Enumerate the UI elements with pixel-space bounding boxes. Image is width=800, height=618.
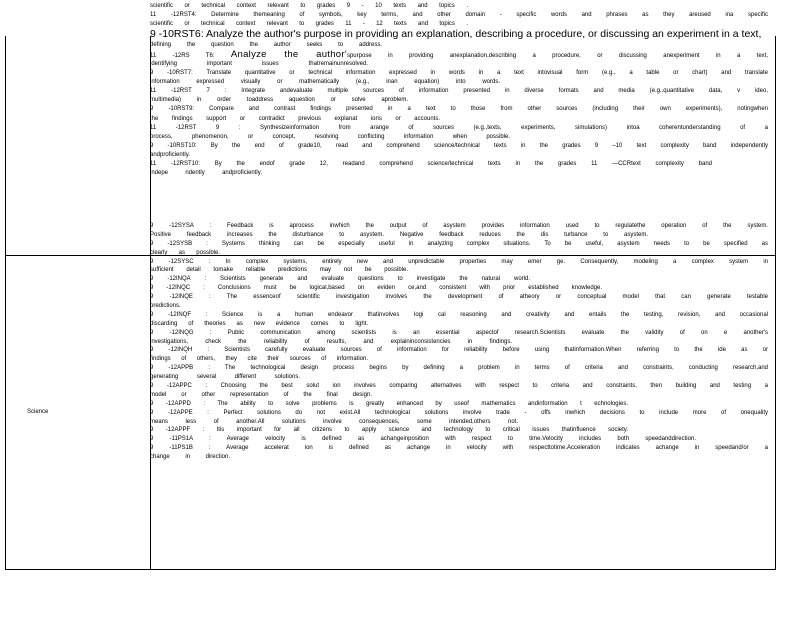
literacy-standard-line: 9 -10RST10: By the end of grade10, read and comprehend science/technical texts in the grades 9 –10 text complexity band independently bbox=[150, 143, 768, 150]
science-standard-line: predictions. bbox=[150, 303, 181, 310]
literacy-standard-line: information expressed visually or mathematically (e.g., inan equation) into words. bbox=[150, 79, 500, 86]
science-standard-line: 9 -12SYSC : In complex systems, entirely new and unpredictable properties may emer ge. Consequently, modeling a complex system in bbox=[150, 258, 768, 265]
science-standard-line: 9 -12SYSA : Feedback is aprocess inwhich the output of asystem provides information used to regulatethe operation of the system. bbox=[150, 223, 768, 229]
science-standard-line: discarding of theories as new evidence comes to light. bbox=[150, 320, 368, 327]
literacy-standard-line: the findings support or contradict previous explanat ions or accounts. bbox=[150, 115, 440, 122]
science-standard-line: 9 -12APPB : The technological design process begins by defining a problem in terms of criteria and constraints, conducting research,and bbox=[150, 365, 768, 372]
science-standard-line: 9 -12INQE : The essenceof scientific investigation involves the development of atheory or conceptual model that can generate testable bbox=[150, 294, 768, 301]
literacy-standard-line: 11 -12RST10: By the endof grade 12, readand comprehend science/technical texts in the grades 11 —CCRtext complexity band bbox=[150, 161, 712, 168]
science-standard-line: means less of another.All solutions involve consequences, some intended,others not. bbox=[150, 418, 518, 425]
science-standard-line: 9 -12INQH : Scientists carefully evaluate sources of information for reliability before using thatinformation.When referring to the ide as or bbox=[150, 347, 768, 354]
literacy-standard-line: 9 -10RST6: Analyze the author's purpose in providing an explanation, describing a procedure, or discussing an experiment in a text, bbox=[150, 29, 762, 41]
literacy-standard-line: indepe ndently andproficiently. bbox=[150, 170, 262, 177]
science-standards-text bbox=[150, 222, 768, 462]
science-standard-line: change in direction. bbox=[150, 454, 230, 461]
science-standard-line: sufficient detail tomake reliable predictions may not be possible. bbox=[150, 267, 408, 274]
literacy-standard-line: scientific or technical context relevant to grades 11 - 12 texts and topics . bbox=[150, 21, 468, 28]
science-standard-line: 9 -12INQG : Public communication among scientists is an essential aspectof research.Scientists evaluate the validity of on e another's bbox=[150, 329, 768, 336]
literacy-standard-line: 11 -12RST 7 : Integrate andevaluate multiple sources of information presented in diverse formats and media (e.g.,quantitative data, v ideo, bbox=[150, 88, 768, 95]
science-standard-line: 9 -12APPF : Itis important for all citizens to apply science and technology to critical issues thatinfluence society. bbox=[150, 427, 628, 434]
science-standard-line: model or other representation of the final design. bbox=[150, 391, 372, 398]
science-standard-line: 9 -12APPE : Perfect solutions do not exist.All technological solutions involve trade - offs inwhich decisions to include more of onequality bbox=[150, 409, 768, 416]
literacy-standard-line: 11 -12RST4: Determine themeaning of symbols, key terms, and other domain - specific words and phrases as they areused ina specific bbox=[150, 12, 768, 19]
science-standard-line: 9 -12INQA : Scientists generate and evaluate questions to investigate the natural world. bbox=[150, 276, 530, 283]
science-standard-line: 9 -12INQF : Science is a human endeavor thatinvolves logi cal reasoning and creativity and entails the testing, revision, and occasional bbox=[150, 311, 768, 318]
literacy-standard-line: 9 -10RST9: Compare and contrast findings presented in a text to those from other sources (including their own experiments), notingwhen bbox=[150, 106, 768, 113]
science-standard-line: 9 -12SYSB : Systems thinking can be especially useful in analyzing complex situations. To be useful, asystem needs to be specified as bbox=[150, 240, 768, 247]
literacy-standard-line: scientific or technical context relevant to grades 9 - 10 texts and topics . bbox=[150, 3, 468, 9]
science-standard-line: 9 -12INQC : Conclusions must be logical,based on eviden ce,and consistent with prior established knowledge. bbox=[150, 285, 602, 292]
subject-cell-label: Science bbox=[27, 409, 49, 415]
science-standard-line: 9 -11PS1A : Average velocity is defined as achangeinposition with respect to time.Velocity includes both speedanddirection. bbox=[150, 436, 696, 443]
science-standard-line: Positive feedback increases the disturbance to asystem. Negative feedback reduces the dis turbance to asystem. bbox=[150, 231, 648, 238]
science-standard-line: 9 -12APPC : Choosing the best solut ion involves comparing alternatives with respect to criteria and constraints, then building and testing a bbox=[150, 383, 768, 390]
literacy-standard-line: multimedia) in order toaddress aquestion or solve aproblem. bbox=[150, 97, 408, 104]
literacy-standards-text bbox=[150, 2, 768, 179]
literacy-standard-line: defining the question the author seeks to address. bbox=[150, 41, 382, 48]
literacy-standard-line: 9 -10RST7: Translate quantitative or technical information expressed in words in a text intovisual form (e.g., a table or chart) and translate bbox=[150, 69, 768, 76]
literacy-standard-line: 11 -12RST 9 : Synthesizeinformation from arange of sources (e.g.,texts, experiments, simulations) intoa coherentunderstanding of a bbox=[150, 124, 768, 131]
science-standard-line: clearly as possible. bbox=[150, 249, 220, 256]
literacy-standard-line: andproficiently. bbox=[150, 152, 190, 159]
science-standard-line: findings of others, they cite their sources of information. bbox=[150, 356, 368, 363]
literacy-standard-line: 11 -12RS T6: Analyze the author'spurpose in providing anexplanation,describing a procedure, or discussing anexperiment in a text, bbox=[150, 49, 768, 60]
literacy-standard-line: process, phenomenon, or concept, resolving conflicting information when possible. bbox=[150, 133, 510, 140]
literacy-standard-line: identifying important issues thatremainunresolved. bbox=[150, 60, 368, 67]
science-standard-line: 9 -11PS1B : Average accelerat ion is defined as achange in velocity with respecttotime.Acceleration indicates achange in speedand/or a bbox=[150, 445, 768, 452]
science-standard-line: generating several different solutions. bbox=[150, 374, 300, 381]
science-standard-line: 9 -12APPD : The ability to solve problems is greatly enhanced by useof mathematics andinformation t echnologies. bbox=[150, 400, 628, 407]
science-standard-line: investigations, check the reliability of results, and explaininconsistencies in findings. bbox=[150, 338, 512, 345]
